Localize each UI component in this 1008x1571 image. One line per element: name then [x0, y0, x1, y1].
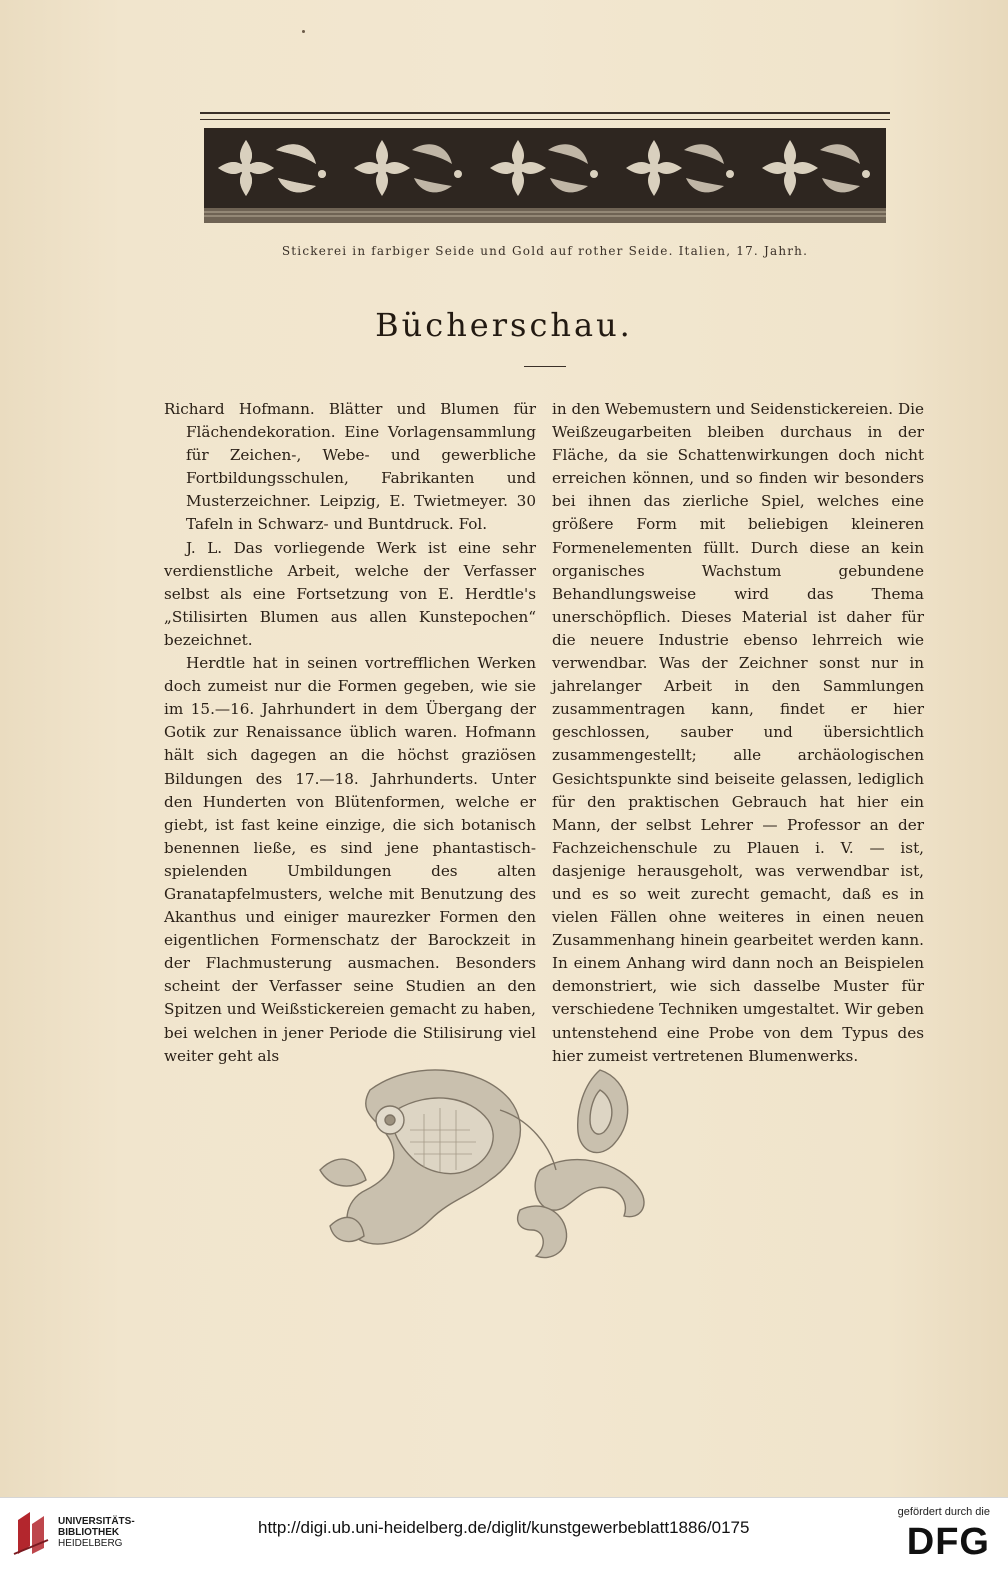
- embroidered-floral-border-image: [204, 128, 886, 223]
- dfg-logo: DFG: [906, 1521, 990, 1563]
- library-name-line: HEIDELBERG: [58, 1538, 123, 1549]
- top-rule-thin: [200, 119, 890, 120]
- paragraph: Herdtle hat in seinen vortrefflichen Werken doch zumeist nur die Formen gegeben, wie sie im 15.—16. Jahrhundert in dem Übergang der Gotik zur Renaissance üblich waren. Hofmann hält sich dagegen an die höchst graziösen Bildungen des 17.—18. Jahrhunderts. Unter den Hunderten von Blütenformen, welche er giebt, ist fast keine einzige, die sich botanisch benennen ließe, es sind jene phantastisch-spielenden Umbildungen des alten Granatapfelmusters, welche mit Benutzung des Akanthus und einiger maurezker Formen den eigentlichen Formenschatz der Barockzeit in der Flachmusterung ausmachen. Besonders scheint der Verfasser seine Studien an den Spitzen und Weißstickereien gemacht zu haben, bei welchen in jener Periode die Stilisirung viel weiter geht als: [164, 654, 536, 1065]
- page-title: Bücherschau.: [375, 306, 633, 344]
- speck: [302, 30, 305, 33]
- paragraph: J. L. Das vorliegende Werk ist eine sehr verdienstliche Arbeit, welche der Verfasser selbst als eine Fortsetzung von E. Herdtle's „Stilisirten Blumen aus allen Kunstepochen“ bezeichnet.: [164, 538, 536, 649]
- floral-pomegranate-vignette-image: [300, 1050, 680, 1280]
- book-entry: Richard Hofmann. Blätter und Blumen für Flächendekoration. Eine Vorlagensammlung für Zeichen-, Webe- und gewerbliche Fortbildungsschulen, Fabrikanten und Musterzeichner. Leipzig, E. Twietmeyer. 30 Tafeln in Schwarz- und Buntdruck. Fol.: [164, 400, 536, 534]
- title-divider: [524, 366, 566, 367]
- embroidery-border-illustration: [200, 112, 890, 230]
- library-name: [58, 1516, 135, 1549]
- library-name-line: BIBLIOTHEK: [58, 1527, 120, 1538]
- left-column: [164, 398, 536, 1068]
- library-name-line: UNIVERSITÄTS-: [58, 1516, 135, 1527]
- funded-by-label: gefördert durch die: [897, 1506, 990, 1518]
- permalink-url[interactable]: http://digi.ub.uni-heidelberg.de/diglit/kunstgewerbeblatt1886/0175: [258, 1518, 750, 1537]
- digitization-footer: [0, 1497, 1008, 1571]
- top-rule: [200, 112, 890, 114]
- paragraph: in den Webemustern und Seidenstickereien. Die Weißzeugarbeiten bleiben durchaus in der Fläche, da sie Schattenwirkungen doch nicht erreichen können, und so finden wir besonders bei ihnen das zierliche Spiel, welches eine größere Form mit beliebigen kleineren Formenelementen füllt. Durch diese an kein organisches Wachstum gebundene Behandlungsweise wird das Thema unerschöpflich. Dieses Material ist daher für die neuere Industrie ebenso lehrreich wie verwendbar. Was der Zeichner sonst nur in jahrelanger Arbeit in den Sammlungen zusammentragen kann, findet er hier geschlossen, sauber und übersichtlich zusammengestellt; alle archäologischen Gesichtspunkte sind beiseite gelassen, lediglich für den praktischen Gebrauch hat hier ein Mann, der selbst Lehrer — Professor an der Fachzeichenschule zu Plauen i. V. — ist, dasjenige herausgeholt, was verwendbar ist, und es so weit zurecht gemacht, daß es in vielen Fällen ohne weiteres in einen neuen Zusammenhang hinein gearbeitet werden kann. In einem Anhang wird dann noch an Beispielen demonstriert, wie sich dasselbe Muster für verschiedene Techniken umgestaltet. Wir geben untenstehend eine Probe von dem Typus des hier zumeist vertretenen Blumenwerks.: [552, 400, 924, 1065]
- right-column: [552, 398, 924, 1068]
- ub-heidelberg-logo: [12, 1510, 52, 1556]
- illustration-caption: Stickerei in farbiger Seide und Gold auf rother Seide. Italien, 17. Jahrh.: [281, 244, 809, 258]
